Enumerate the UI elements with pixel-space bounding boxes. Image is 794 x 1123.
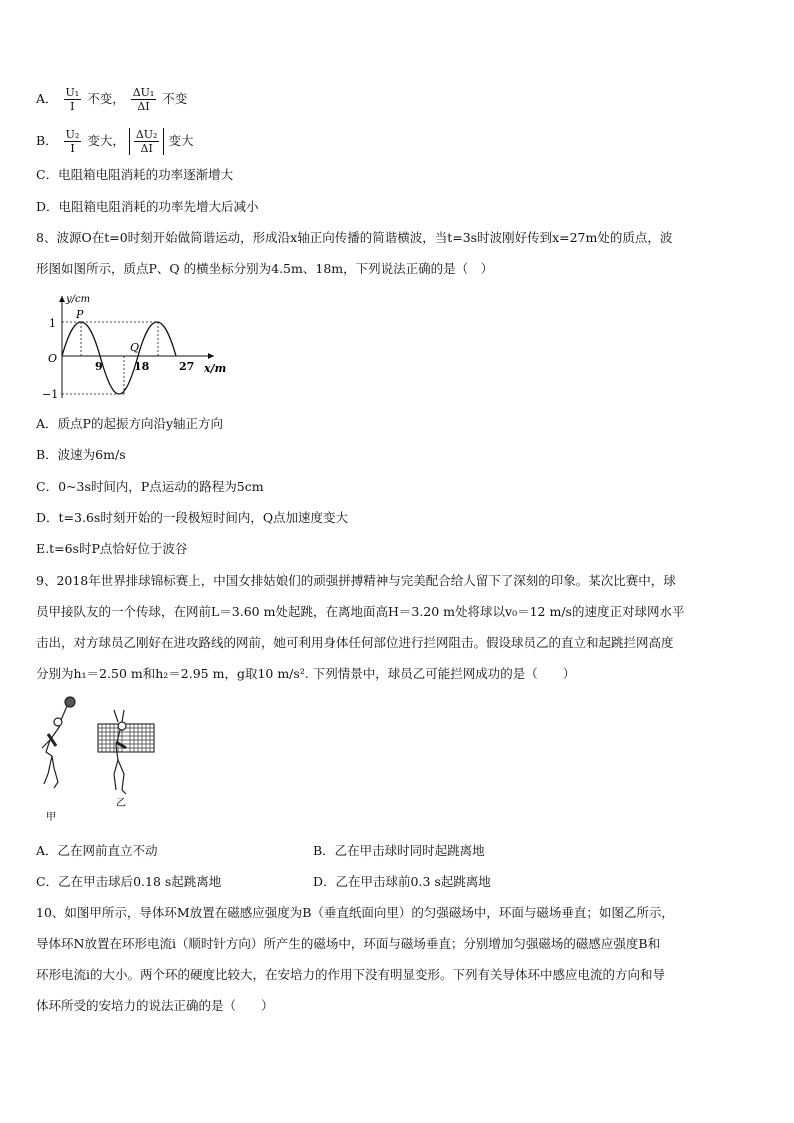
q8-option-c: C．0~3s时间内，P点运动的路程为5cm [36, 479, 264, 494]
q8-stem-line-1: 8、波源O在t=0时刻开始做简谐运动，形成沿x轴正向传播的简谐横波，当t=3s时波刚好传到x=27m处的质点，波 [36, 230, 673, 245]
q8-stem-line-2: 形图如图所示，质点P、Q 的横坐标分别为4.5m、18m，下列说法正确的是（ ） [36, 261, 494, 276]
x-tick-27: 27 [179, 360, 195, 373]
q7-option-a: A． $\frac{\text{U₁}}{I}$ 不变， $\frac{\text{ΔU₁}}{\Delta I}$ 不变 [36, 86, 188, 113]
x-axis-label: x/m [204, 362, 227, 375]
wave-graph [36, 290, 236, 402]
figure-label-jia: 甲 [46, 812, 56, 823]
fraction-du2-over-di: $\frac{\text{ΔU₂}}{\Delta I}$ [135, 128, 158, 155]
player-jia-figure [42, 697, 75, 788]
q9-option-c: C．乙在甲击球后0.18 s起跳离地 [36, 874, 222, 889]
q9-option-d: D．乙在甲击球前0.3 s起跳离地 [313, 874, 491, 889]
q10-stem-line-2: 导体环N放置在环形电流i（顺时针方向）所产生的磁场中，环面与磁场垂直；分别增加匀强磁场的磁感应强度B和 [36, 936, 661, 951]
volleyball-figures [36, 694, 166, 824]
q9-stem-line-4: 分别为h₁＝2.50 m和h₂＝2.95 m，g取10 m/s². 下列情景中，球员乙可能拦网成功的是（ ） [36, 666, 576, 681]
wave-curve [62, 322, 176, 394]
q8-option-b: B．波速为6m/s [36, 447, 126, 462]
origin-label: O [48, 352, 58, 365]
point-p-label: P [76, 308, 84, 321]
q8-option-e: E.t=6s时P点恰好位于波谷 [36, 541, 188, 556]
q9-stem-line-1: 9、2018年世界排球锦标赛上，中国女排姑娘们的顽强拼搏精神与完美配合给人留下了深刻的印象。某次比赛中，球 [36, 573, 676, 588]
absolute-value [129, 128, 165, 155]
fraction-du1-over-di: $\frac{\text{ΔU₁}}{\Delta I}$ [132, 86, 155, 113]
q9-option-a: A．乙在网前直立不动 [36, 843, 158, 858]
point-q-label: Q [130, 341, 140, 354]
q8-option-d: D．t=3.6s时刻开始的一段极短时间内，Q点加速度变大 [36, 510, 349, 525]
fraction-u2-over-i: $\frac{\text{U₂}}{I}$ [65, 128, 80, 155]
q7-option-b: B． $\frac{\text{U₂}}{I}$ 变大， $\frac{\text{ΔU₂}}{\Delta I}$ 变大 [36, 128, 194, 155]
q7-option-d: D．电阻箱电阻消耗的功率先增大后减小 [36, 199, 259, 214]
q8-option-a: A．质点P的起振方向沿y轴正方向 [36, 416, 224, 431]
x-tick-18: 18 [134, 360, 150, 373]
y-tick-neg-1: −1 [42, 388, 59, 401]
q10-stem-line-4: 体环所受的安培力的说法正确的是（ ） [36, 998, 274, 1013]
q7-option-c: C．电阻箱电阻消耗的功率逐渐增大 [36, 167, 234, 182]
q10-stem-line-1: 10、如图甲所示，导体环M放置在磁感应强度为B（垂直纸面向里）的匀强磁场中，环面与磁场垂直；如图乙所示， [36, 905, 674, 920]
q10-stem-line-3: 环形电流i的大小。两个环的硬度比较大，在安培力的作用下没有明显变形。下列有关导体环中感应电流的方向和导 [36, 967, 666, 982]
figure-label-yi: 乙 [116, 798, 126, 809]
q9-stem-line-3: 击出，对方球员乙刚好在进攻路线的网前，她可利用身体任何部位进行拦网阻击。假设球员乙的直立和起跳拦网高度 [36, 635, 674, 650]
x-tick-9: 9 [95, 360, 103, 373]
q9-stem-line-2: 员甲接队友的一个传球，在网前L＝3.60 m处起跳，在离地面高H＝3.20 m处将球以v₀＝12 m/s的速度正对球网水平 [36, 604, 685, 619]
y-tick-1: 1 [49, 317, 56, 330]
q9-option-b: B．乙在甲击球时同时起跳离地 [313, 843, 485, 858]
fraction-u1-over-i: $\frac{\text{U₁}}{I}$ [65, 86, 80, 113]
y-axis-label: y/cm [66, 294, 91, 305]
